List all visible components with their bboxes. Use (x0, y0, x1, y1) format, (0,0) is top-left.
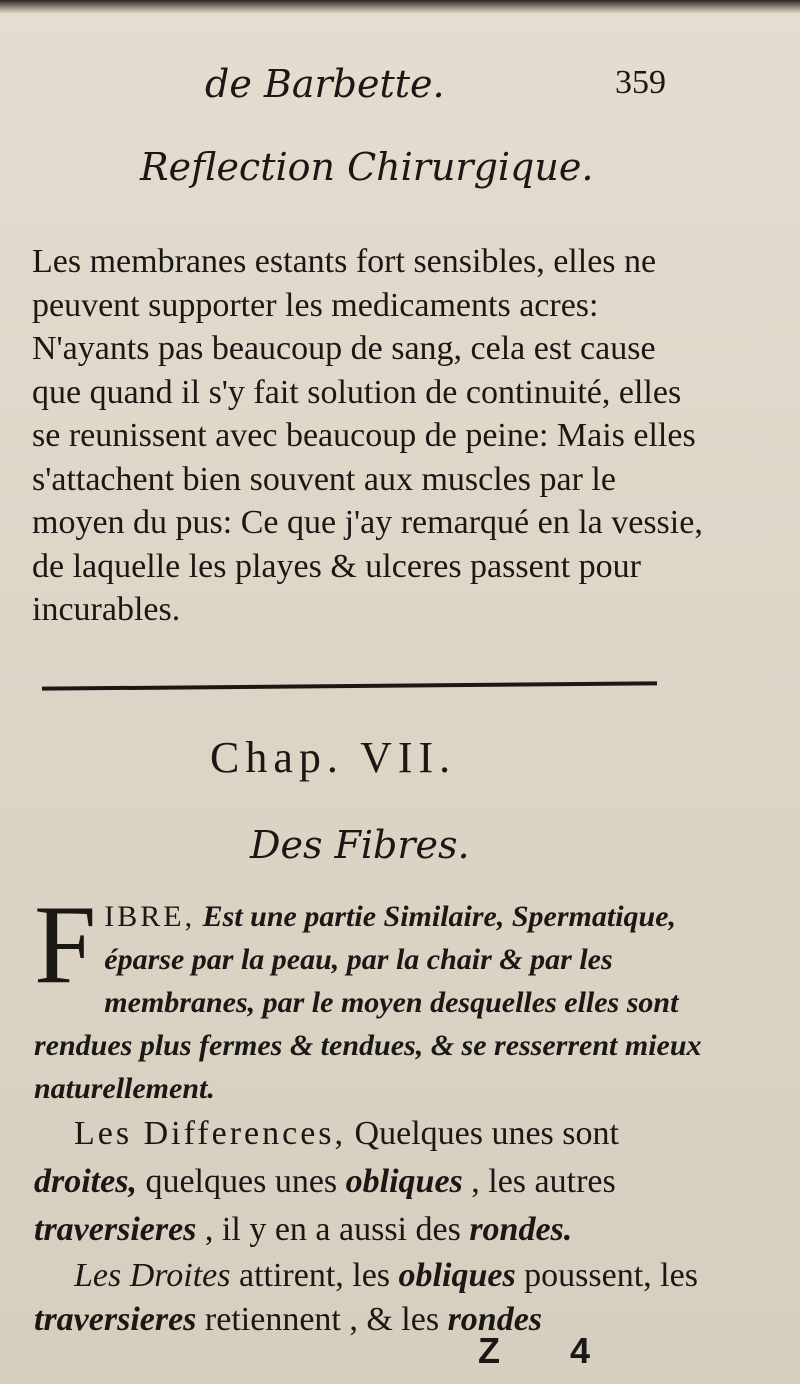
differences-text-1: Quelques unes sont (346, 1115, 619, 1152)
signature-mark: Z 4 (478, 1330, 621, 1371)
reflection-paragraph: Les membranes estants fort sensibles, elles ne peuvent supporter les medicaments acres: N'ayants pas beaucoup de sang, cela est cause que quand il s'y fait solution de continuité, elles se reunissent avec beaucoup de peine: Mais elles s'attachent bien souvent aux muscles par le moyen du pus: Ce que j'ay remarqué en la vessie, de laquelle les playes & ulceres passent pour incurables. (32, 243, 703, 628)
differences-lead: Les Differences, (74, 1115, 347, 1152)
actions-term-rondes: rondes (447, 1301, 543, 1338)
differences-text-4: , il y en a aussi des (196, 1211, 470, 1248)
actions-text-2: poussent, les (515, 1257, 698, 1294)
actions-term-traversieres: traversieres (34, 1301, 197, 1338)
term-droites: droites, (34, 1163, 137, 1200)
differences-text-3: , les autres (462, 1163, 616, 1200)
definition-lead: IBRE, (104, 900, 196, 933)
definition-text: Est une partie Similaire, Spermatique, éparse par la peau, par la chair & par les membranes, par le moyen desquelles elles sont rendues plus fermes & tendues, & se resserrent mieux naturellement. (34, 900, 702, 1105)
actions-paragraph (34, 1254, 714, 1342)
term-traversieres: traversieres (34, 1211, 197, 1248)
actions-text-3: retiennent , & les (196, 1301, 448, 1338)
differences-paragraph (34, 1110, 714, 1254)
chapter-subtitle: Des Fibres. (250, 823, 470, 867)
page-number: 359 (615, 64, 666, 101)
drop-cap: F (34, 883, 97, 1007)
divider-rule (42, 681, 657, 690)
chapter-title: Chap. VII. (210, 733, 457, 782)
differences-text-2: quelques unes (136, 1163, 346, 1200)
term-rondes: rondes. (469, 1211, 573, 1248)
actions-lead: Les Droites (74, 1257, 231, 1294)
section-title: Reflection Chirurgique. (140, 145, 594, 189)
actions-term-obliques: obliques (398, 1257, 516, 1294)
actions-text-1: attirent, les (230, 1257, 399, 1294)
term-obliques: obliques (345, 1163, 463, 1200)
running-title: de Barbette. (205, 62, 445, 106)
definition-paragraph (34, 883, 714, 1110)
page-header (195, 62, 695, 112)
